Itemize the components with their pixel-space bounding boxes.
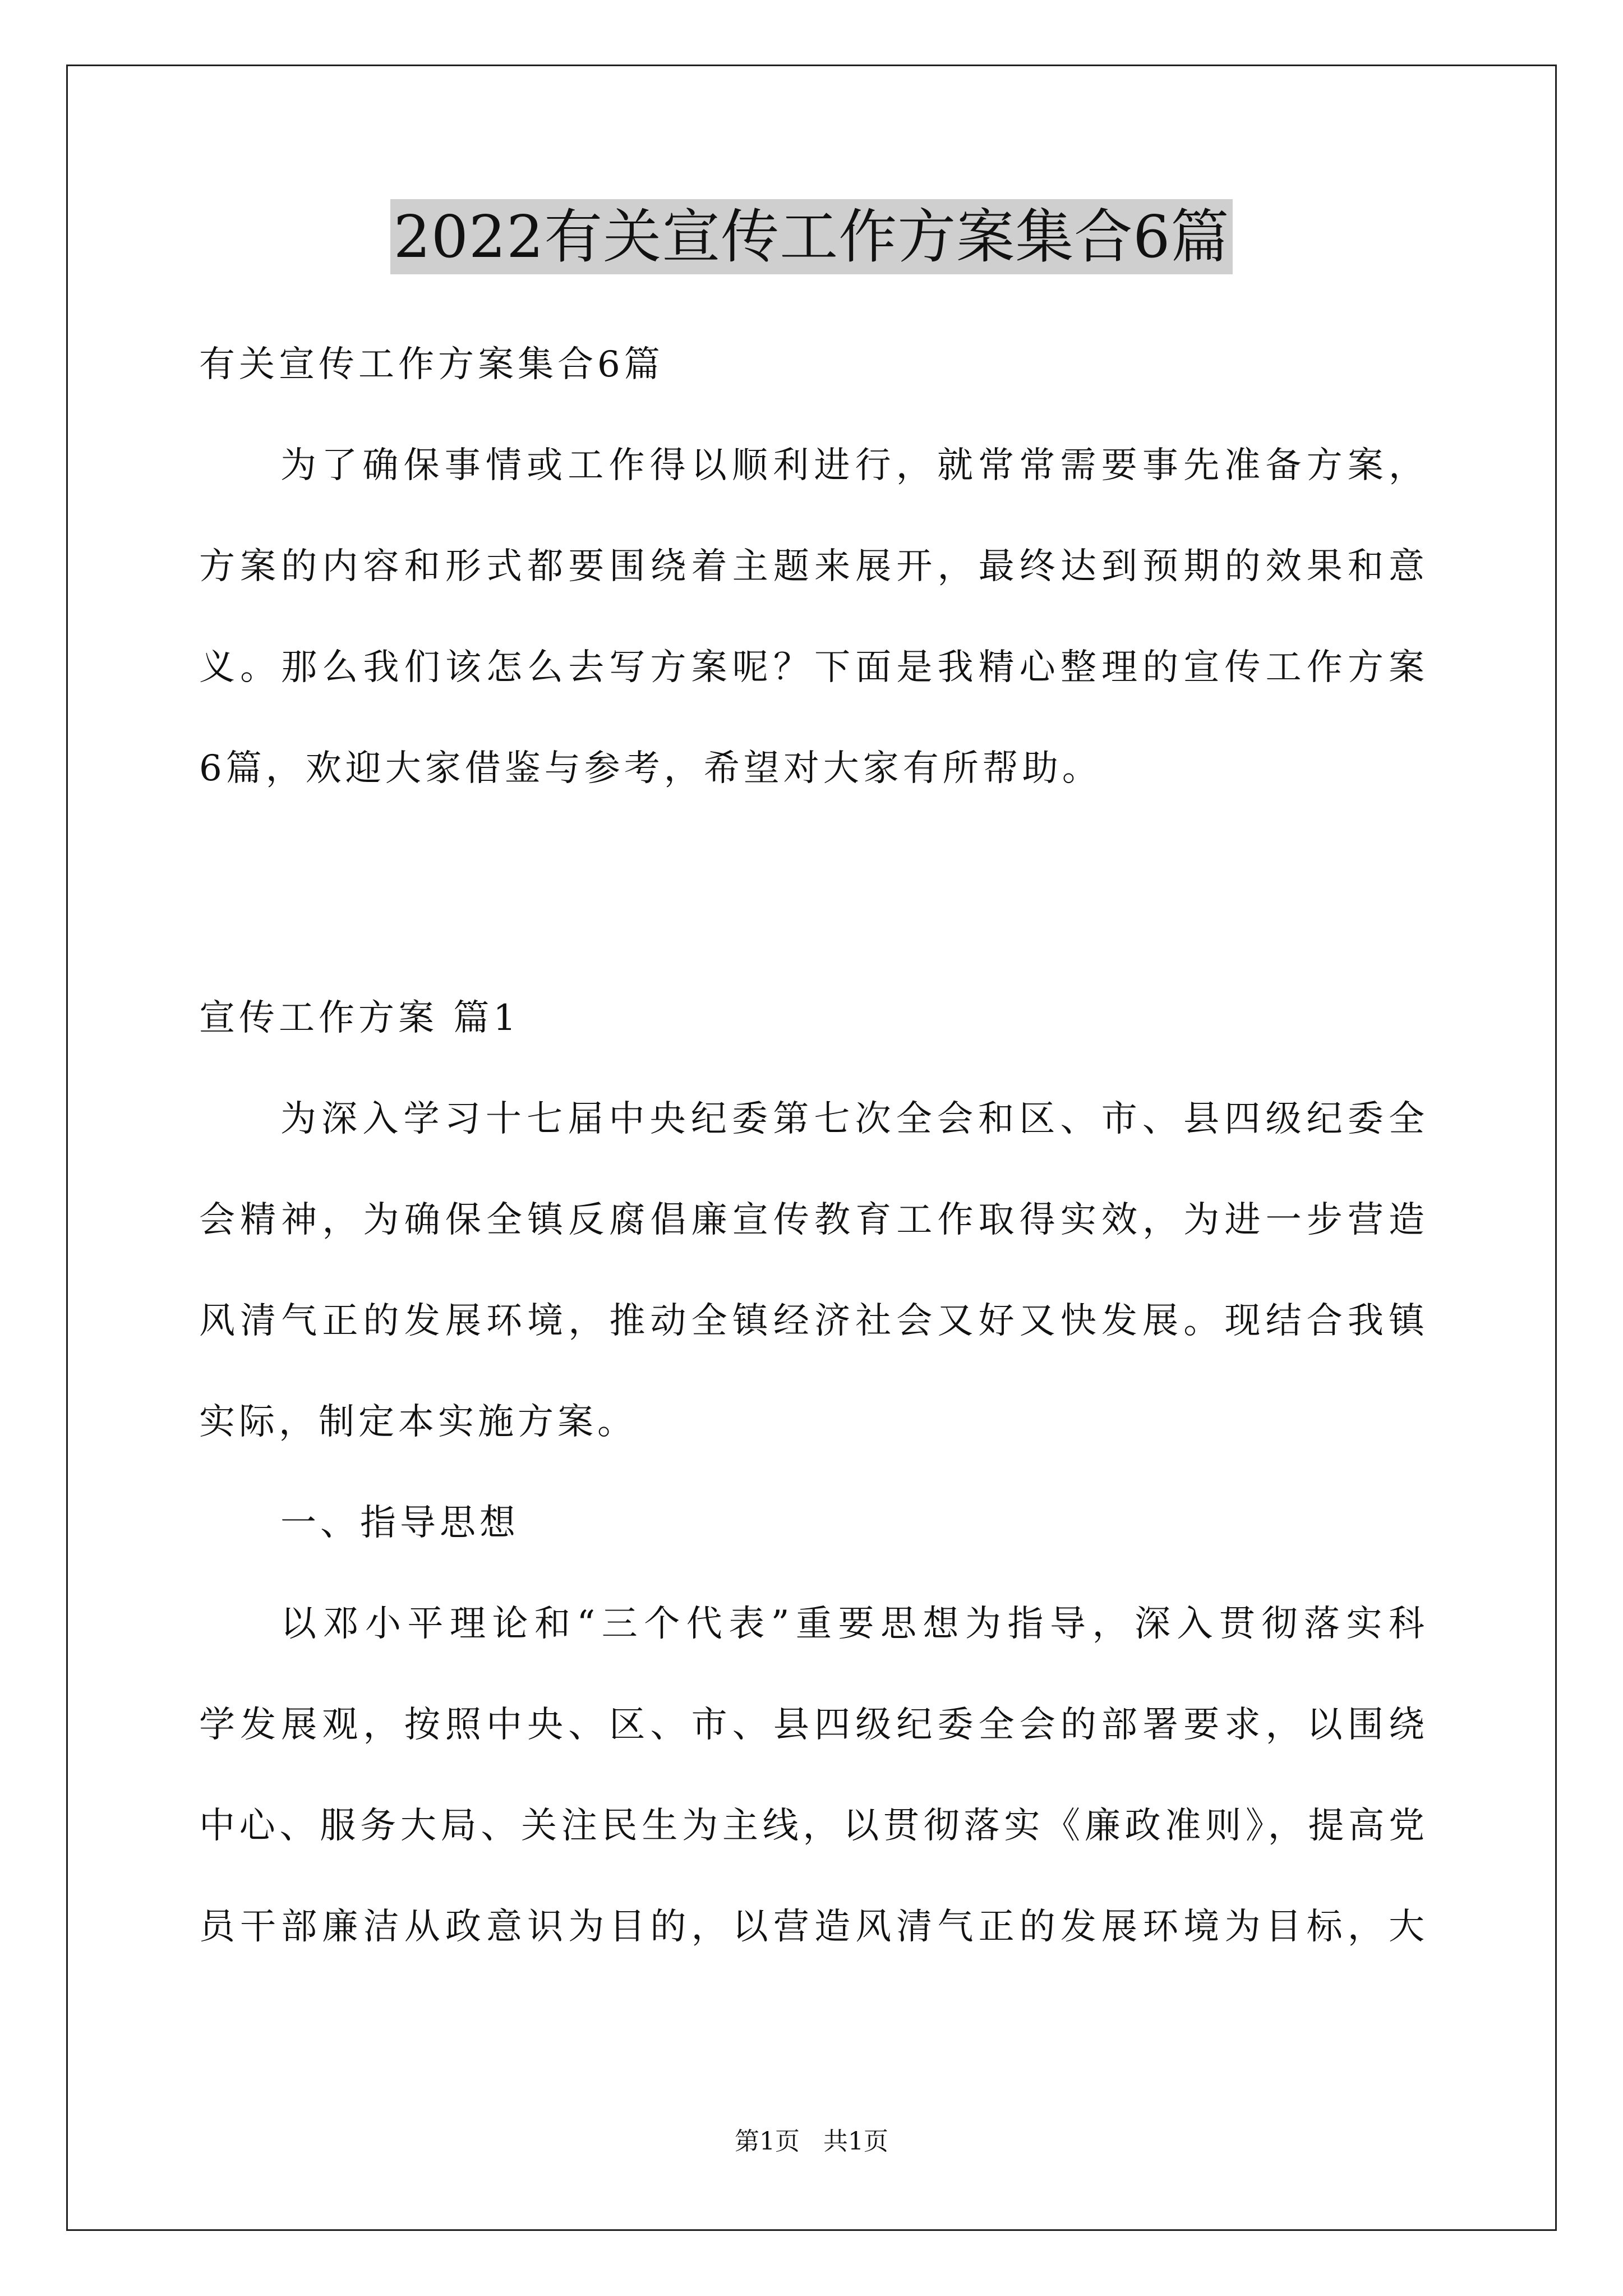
section-heading: 宣传工作方案 篇1 bbox=[199, 997, 520, 1039]
body-paragraph-line: 学发展观，按照中央、区、市、县四级纪委全会的部署要求，以围绕 bbox=[199, 1704, 1424, 1746]
body-paragraph-line: 中心、服务大局、关注民生为主线，以贯彻落实《廉政准则》，提高党 bbox=[199, 1805, 1424, 1847]
body-paragraph-line: 风清气正的发展环境，推动全镇经济社会又好又快发展。现结合我镇 bbox=[199, 1300, 1424, 1342]
body-paragraph-line: 为深入学习十七届中央纪委第七次全会和区、市、县四级纪委全 bbox=[280, 1098, 1424, 1140]
intro-paragraph-line: 为了确保事情或工作得以顺利进行，就常常需要事先准备方案， bbox=[280, 445, 1424, 486]
subsection-heading: 一、指导思想 bbox=[280, 1502, 519, 1544]
body-paragraph-line: 会精神，为确保全镇反腐倡廉宣传教育工作取得实效，为进一步营造 bbox=[199, 1199, 1424, 1241]
body-paragraph-line: 以邓小平理论和“三个代表”重要思想为指导，深入贯彻落实科 bbox=[280, 1603, 1424, 1645]
intro-paragraph-line: 方案的内容和形式都要围绕着主题来展开，最终达到预期的效果和意 bbox=[199, 546, 1424, 587]
intro-paragraph-line: 义。那么我们该怎么去写方案呢？下面是我精心整理的宣传工作方案 bbox=[199, 647, 1424, 688]
intro-paragraph-line: 6篇，欢迎大家借鉴与参考，希望对大家有所帮助。 bbox=[199, 748, 1102, 789]
subtitle-line: 有关宣传工作方案集合6篇 bbox=[199, 344, 664, 385]
body-paragraph-line: 员干部廉洁从政意识为目的，以营造风清气正的发展环境为目标，大 bbox=[199, 1906, 1424, 1948]
document-title: 2022有关宣传工作方案集合6篇 bbox=[390, 199, 1233, 274]
page-footer: 第1页 共1页 bbox=[735, 2127, 888, 2156]
body-paragraph-line: 实际，制定本实施方案。 bbox=[199, 1401, 637, 1443]
title-container bbox=[0, 199, 1623, 274]
